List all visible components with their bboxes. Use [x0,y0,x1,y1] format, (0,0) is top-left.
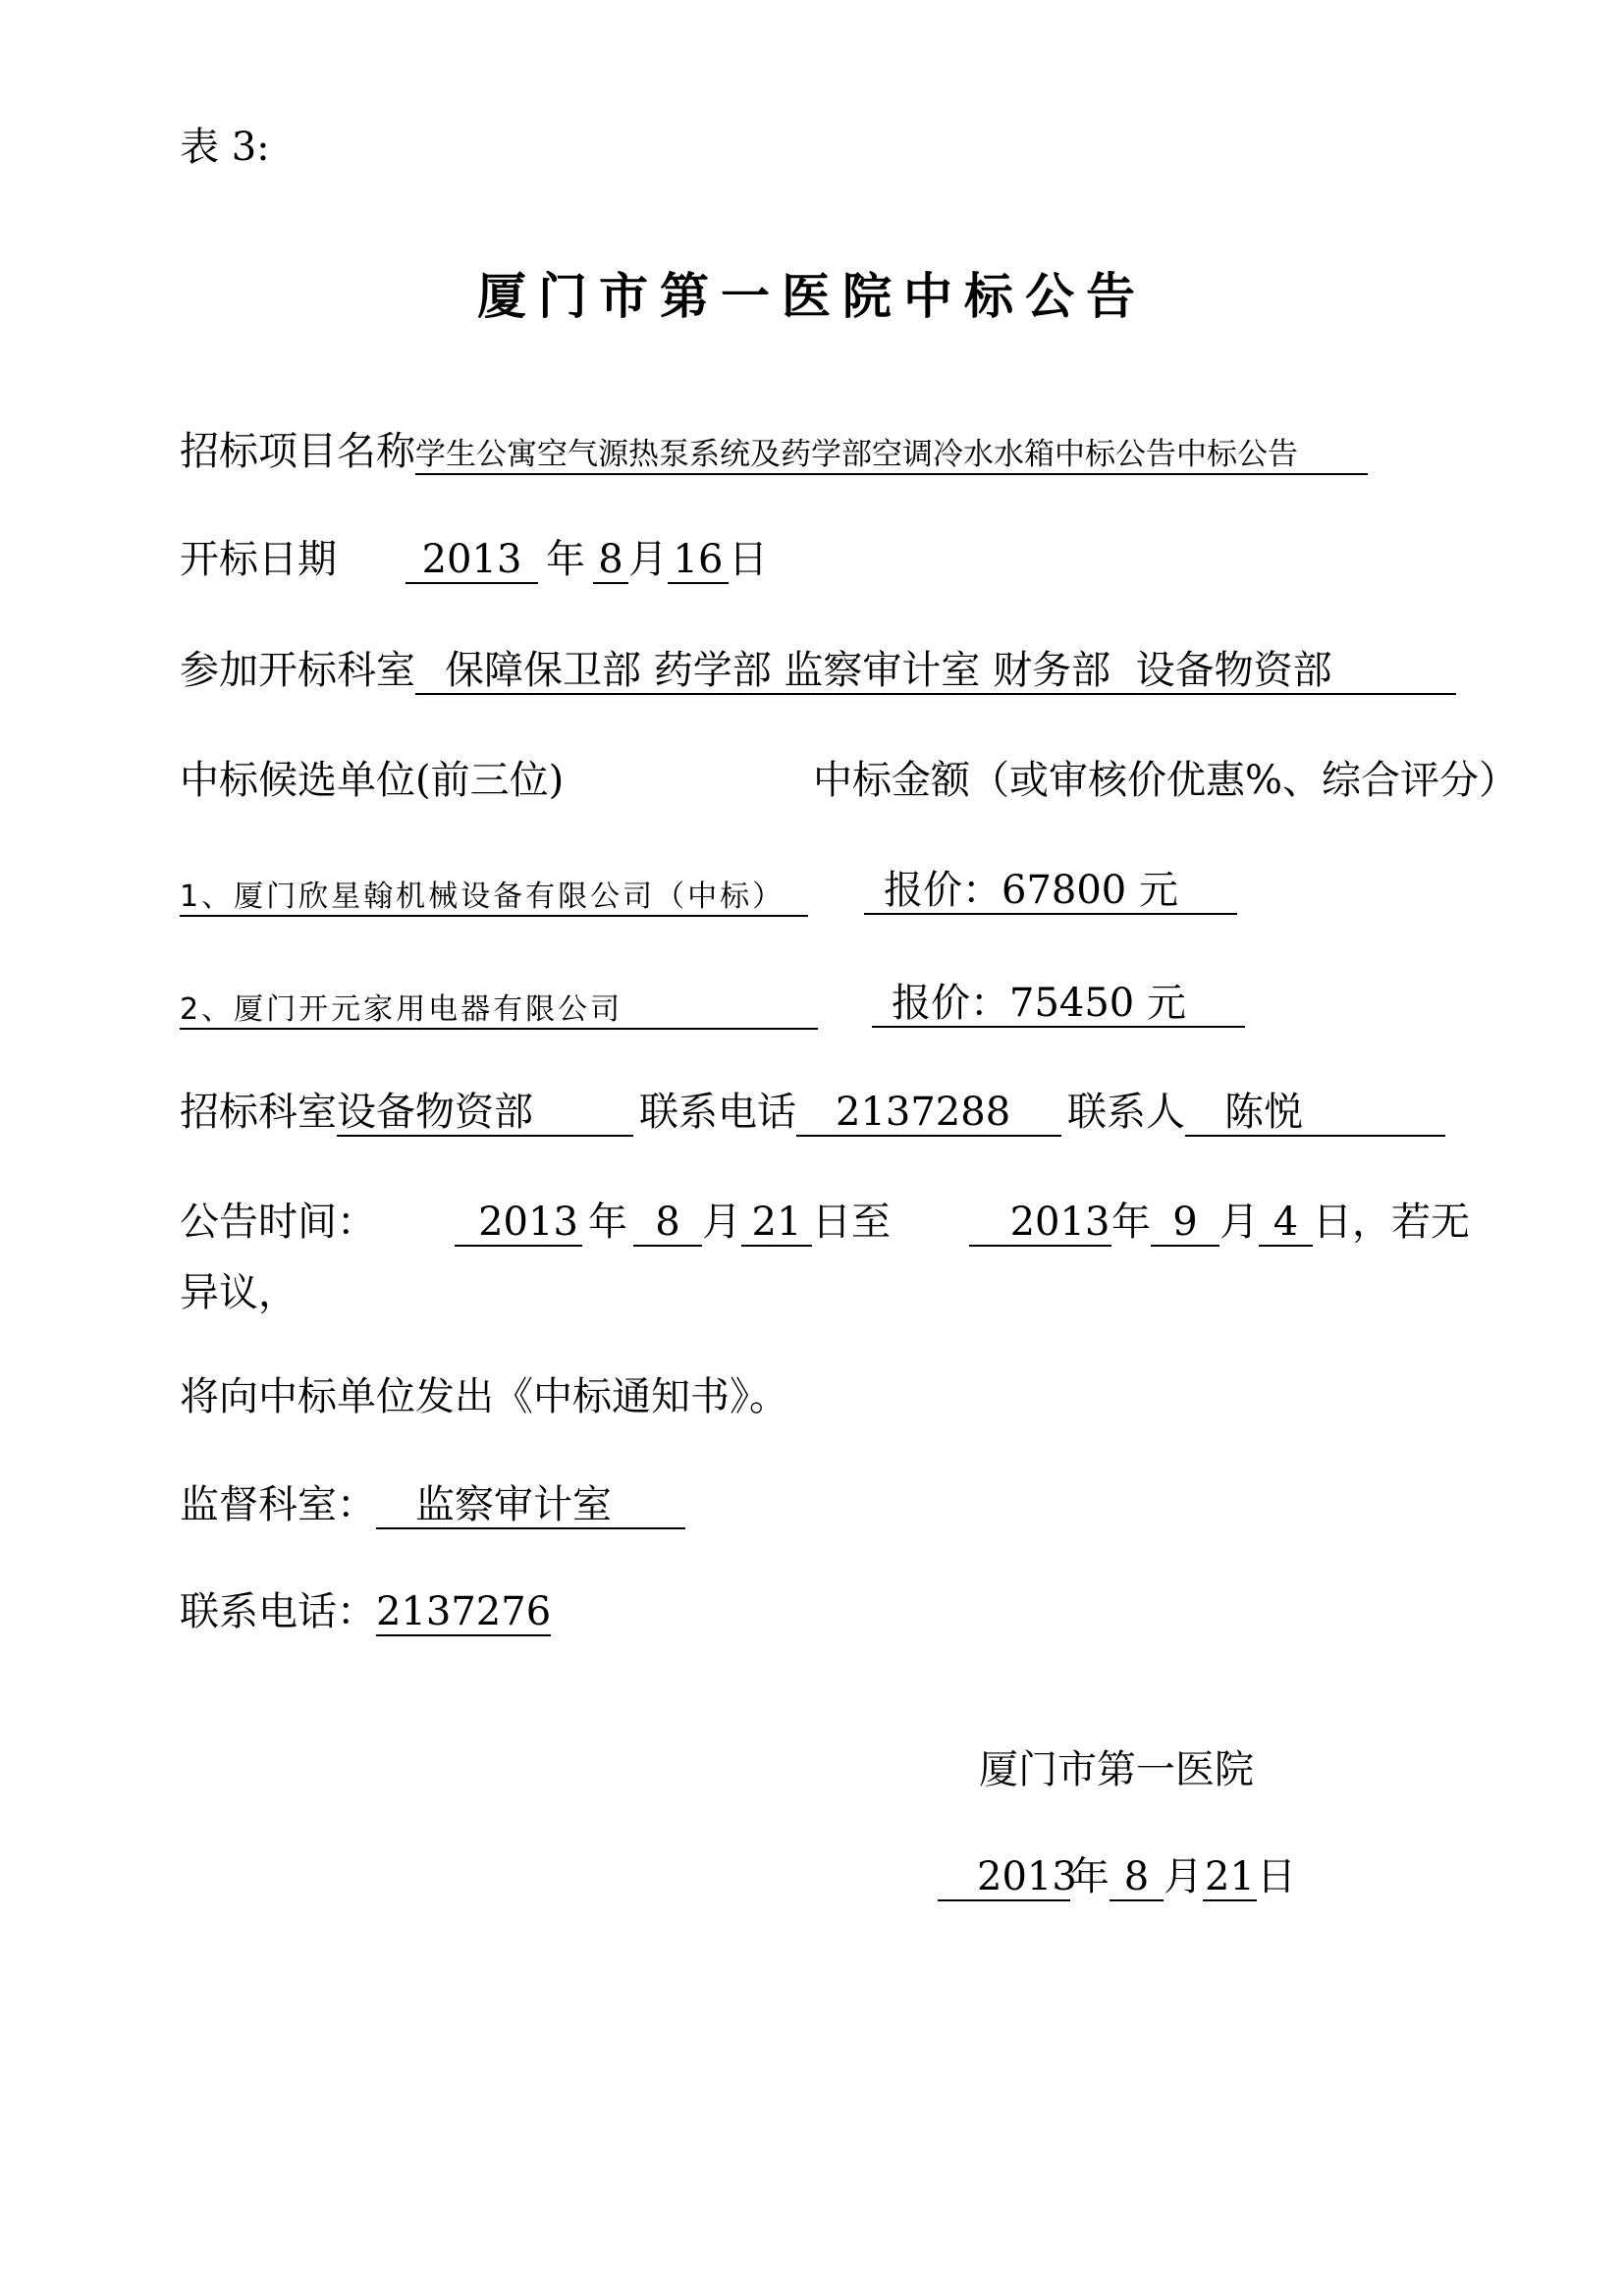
notice-start-month: 8 [633,1202,702,1247]
sign-month: 8 [1110,1857,1164,1901]
notice-row [180,1202,1470,1247]
month-char-4: 月 [1164,1854,1203,1899]
supervise-value: 监察审计室 [376,1485,685,1529]
month-char-2: 月 [702,1200,741,1245]
sup-phone-value: 2137276 [376,1589,552,1634]
candidate-price-2 [872,981,1245,1028]
sup-phone-label: 联系电话： [180,1589,376,1634]
candidate-row-2 [180,987,818,1030]
table-number: 表 3: [180,125,270,170]
depts-value: 保障保卫部 药学部 监察审计室 财务部 设备物资部 [415,651,1456,695]
open-month: 8 [593,540,628,584]
sign-date [938,1854,1296,1901]
year-char-3: 年 [1111,1200,1151,1245]
month-char-3: 月 [1219,1200,1259,1245]
candidate-name-2: 2、厦门开元家用电器有限公司 [180,995,818,1030]
day-char-4: 日 [1257,1854,1296,1899]
sign-day: 21 [1203,1857,1257,1901]
notice-end-month: 9 [1151,1202,1219,1247]
notice-line-2: 将向中标单位发出《中标通知书》。 [180,1374,788,1419]
contact-row [180,1090,1445,1137]
candidate-price-2-value: 报价：75450 元 [872,984,1245,1028]
year-char: 年 [546,537,585,582]
candidate-price-1 [864,868,1237,915]
notice-end-year: 2013 [969,1202,1111,1247]
open-date-label: 开标日期 [180,537,337,582]
dept-label: 招标科室 [180,1090,337,1135]
open-date-row [180,537,768,584]
phone-label: 联系电话 [639,1090,796,1135]
contact-label: 联系人 [1067,1090,1185,1135]
candidates-label: 中标候选单位(前三位) [180,758,565,803]
month-char: 月 [628,537,668,582]
sign-year: 2013 [938,1857,1070,1901]
depts-row [180,648,1456,695]
notice-start-year: 2013 [455,1202,582,1247]
candidate-name-1: 1、厦门欣星翰机械设备有限公司（中标） [180,882,808,917]
year-char-2: 年 [588,1200,627,1245]
supervise-row [180,1482,685,1529]
open-year: 2013 [406,540,538,584]
notice-cont: 异议， [180,1270,298,1315]
notice-label: 公告时间： [180,1200,376,1245]
notice-start-day: 21 [741,1202,812,1247]
contact-value: 陈悦 [1185,1093,1445,1137]
project-label: 招标项目名称 [180,429,415,474]
day-char: 日 [729,537,768,582]
signature: 厦门市第一医院 [979,1747,1254,1792]
open-day: 16 [668,540,729,584]
year-char-4: 年 [1070,1854,1110,1899]
project-name: 学生公寓空气源热泵系统及药学部空调冷水水箱中标公告中标公告 [415,440,1368,475]
day-to: 日至 [812,1200,891,1245]
project-row [180,429,1368,475]
page-title: 厦门市第一医院中标公告 [477,268,1147,325]
candidate-row-1 [180,874,808,917]
notice-end-day: 4 [1259,1202,1313,1247]
notice-end-suffix: 日，若无 [1313,1200,1470,1245]
amount-label: 中标金额（或审核价优惠%、综合评分） [813,758,1519,803]
dept-value: 设备物资部 [337,1093,633,1137]
depts-label: 参加开标科室 [180,648,415,693]
candidate-price-1-value: 报价：67800 元 [864,871,1237,915]
supervise-label: 监督科室： [180,1482,376,1527]
sup-phone-row [180,1589,552,1636]
phone-value: 2137288 [796,1093,1061,1137]
